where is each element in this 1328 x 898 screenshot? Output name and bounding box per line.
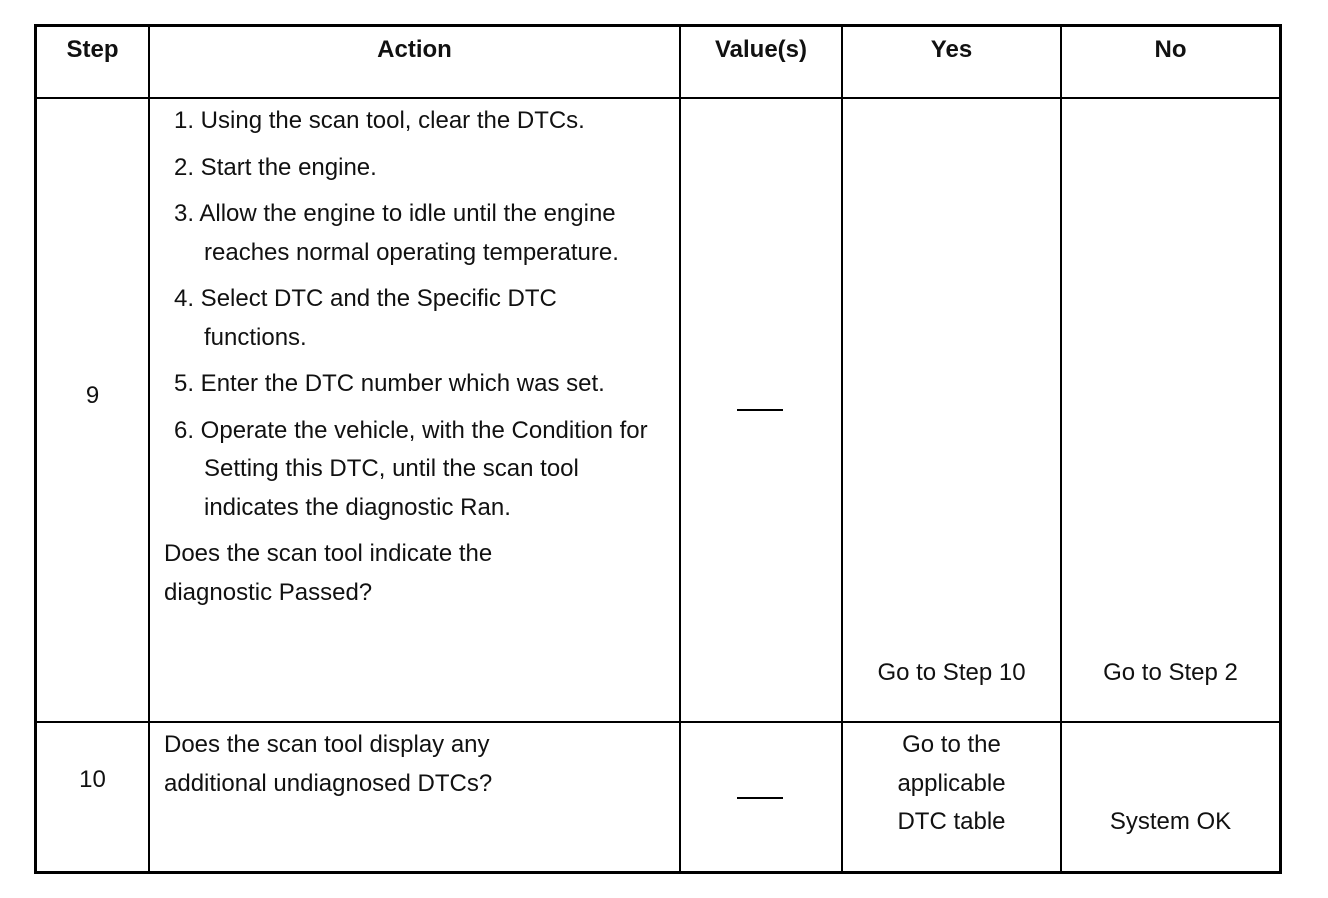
action-step: 5. Enter the DTC number which was set. bbox=[174, 370, 605, 397]
value-dash bbox=[737, 797, 783, 799]
header-values: Value(s) bbox=[714, 36, 808, 63]
header-action: Action bbox=[377, 36, 452, 63]
value-cell bbox=[681, 99, 841, 721]
action-cell bbox=[150, 723, 679, 871]
diagnostic-table bbox=[34, 24, 1282, 874]
header-yes: Yes bbox=[930, 36, 973, 63]
action-cell bbox=[150, 99, 679, 721]
yes-cell bbox=[843, 723, 1060, 871]
action-step: 1. Using the scan tool, clear the DTCs. bbox=[174, 107, 585, 134]
yes-outcome: Go to the applicable DTC table bbox=[897, 731, 1006, 835]
no-cell bbox=[1062, 99, 1279, 721]
action-step: 2. Start the engine. bbox=[174, 153, 377, 181]
value-cell bbox=[681, 723, 841, 871]
no-cell bbox=[1062, 723, 1279, 871]
value-dash bbox=[737, 409, 783, 411]
yes-outcome: Go to Step 10 bbox=[877, 659, 1026, 686]
action-step: 3. Allow the engine to idle until the engine reaches normal operating temperature. bbox=[174, 200, 619, 266]
action-step: 6. Operate the vehicle, with the Condition for Setting this DTC, until the scan tool indicates the diagnostic Ran. bbox=[174, 416, 648, 521]
no-outcome: System OK bbox=[1109, 808, 1232, 835]
action-steps-list bbox=[164, 102, 673, 527]
yes-cell bbox=[843, 99, 1060, 721]
table-row bbox=[37, 723, 148, 871]
table-row bbox=[37, 99, 148, 721]
action-step: 4. Select DTC and the Specific DTC functions. bbox=[174, 285, 557, 351]
action-question: Does the scan tool indicate the diagnostic Passed? bbox=[164, 540, 493, 606]
header-step: Step bbox=[66, 36, 119, 63]
step-number: 10 bbox=[79, 766, 106, 793]
step-number: 9 bbox=[85, 382, 100, 409]
no-outcome: Go to Step 2 bbox=[1103, 659, 1238, 686]
action-question: Does the scan tool display any additional undiagnosed DTCs? bbox=[164, 731, 493, 797]
header-no: No bbox=[1154, 36, 1187, 63]
